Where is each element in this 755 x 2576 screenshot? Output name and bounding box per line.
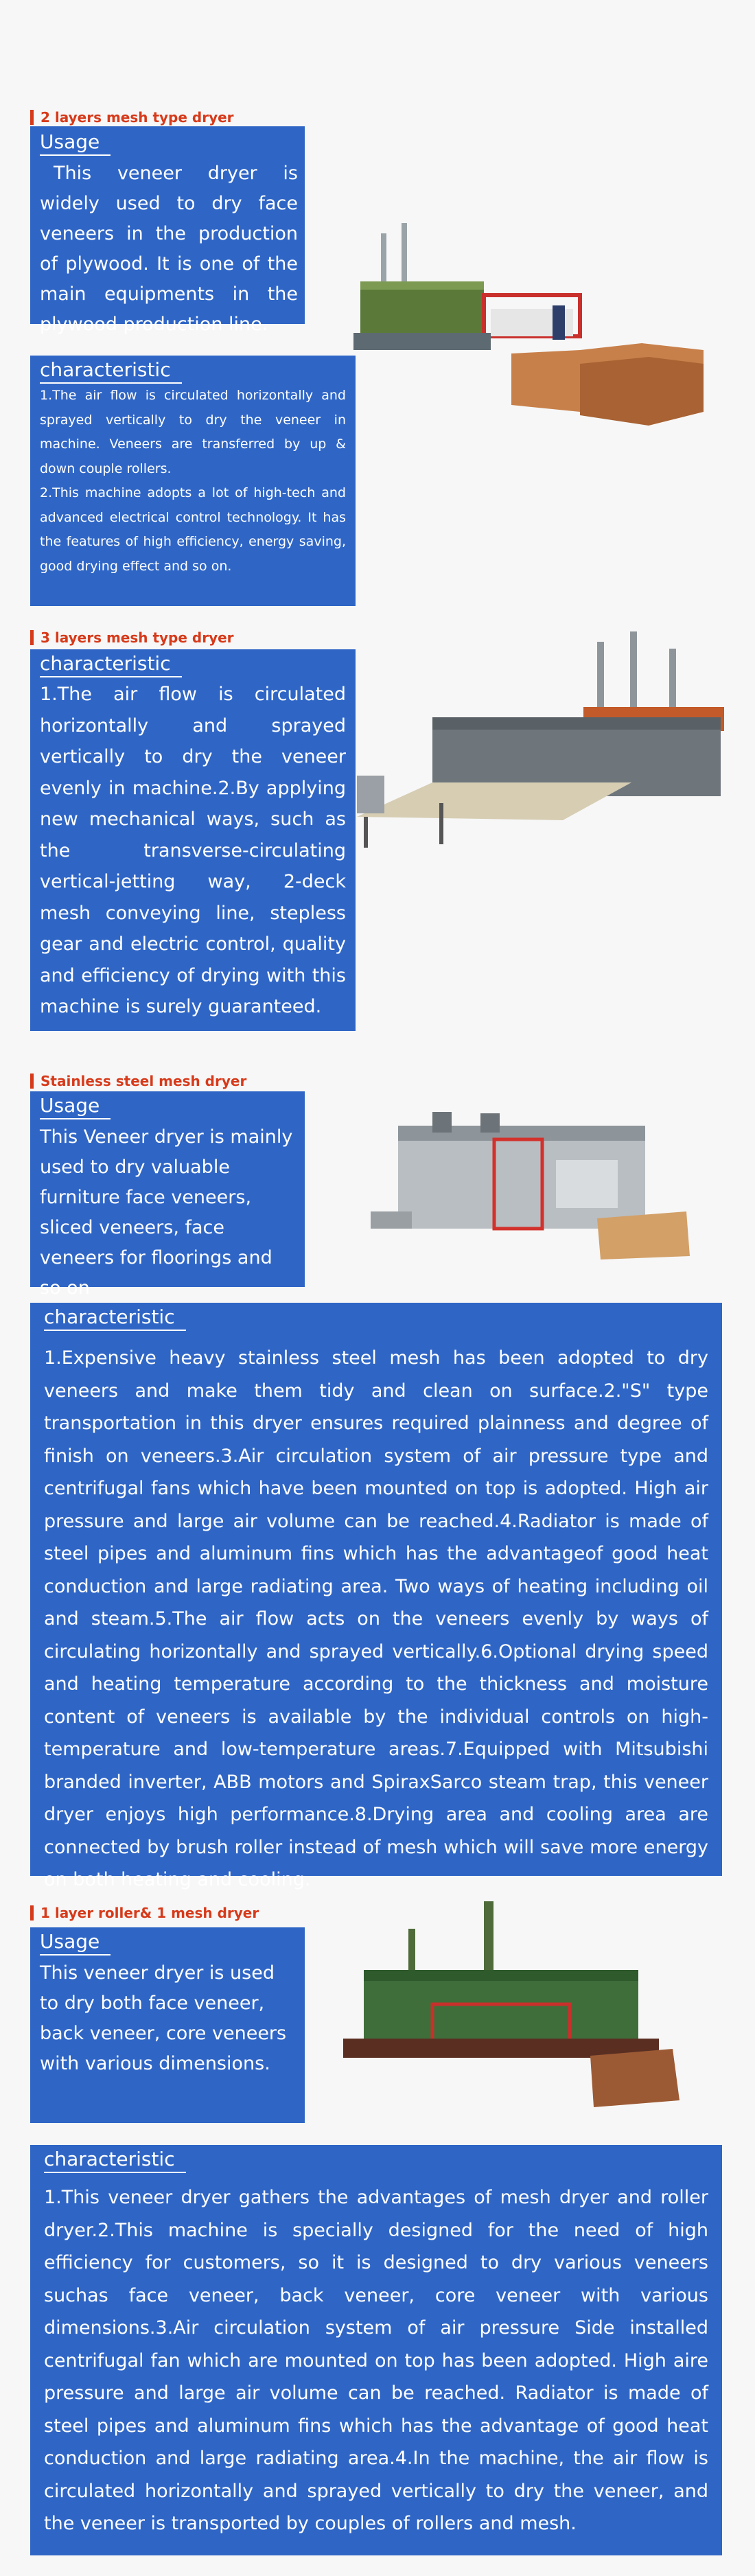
- dryer-machine-photo: [343, 1901, 686, 2114]
- characteristic-text: 1.The air flow is circulated horizontally and sprayed vertically to dry the veneer in machine. Veneers are transferred by up & down couple rollers. 2.This machine adopts a lot of high-tech and advanced electrical control technology. It has the features of high efficiency, energy saving, good drying effect and so on.: [40, 388, 346, 574]
- characteristic-heading: characteristic: [40, 358, 171, 381]
- characteristic-box-stainless: [30, 1303, 722, 1890]
- characteristic-box-3-layers: [30, 649, 356, 1031]
- dryer-machine-photo: [371, 1098, 693, 1263]
- usage-heading: Usage: [40, 1094, 100, 1117]
- usage-text: This veneer dryer is used to dry both face veneer, back veneer, core veneers with various dimensions.: [40, 1962, 287, 2074]
- section-title-roller-mesh: 1 layer roller& 1 mesh dryer: [30, 1905, 259, 1921]
- dryer-machine-photo: [353, 206, 717, 436]
- usage-box-stainless: [30, 1091, 305, 1299]
- usage-text: This Veneer dryer is mainly used to dry valuable furniture face veneers, sliced veneers, face veneers for floorings and so on: [40, 1126, 293, 1299]
- usage-box-roller-mesh: [30, 1927, 305, 2123]
- characteristic-box-roller-mesh: [30, 2145, 722, 2555]
- usage-heading: Usage: [40, 130, 100, 153]
- usage-text: This veneer dryer is widely used to dry face veneers in the production of plywood. It is one of the main equipments in the plywood production line.: [40, 163, 298, 335]
- characteristic-text: 1.The air flow is circulated horizontally and sprayed vertically to dry the veneer evenly in machine.2.By applying new mechanical ways, such as the transverse-circulating vertical-jetting way, 2-deck mesh conveying line, stepless gear and electric control, quality and efficiency of drying with this machine is surely guaranteed.: [40, 684, 346, 1017]
- characteristic-heading: characteristic: [40, 652, 171, 675]
- characteristic-heading: characteristic: [44, 1306, 175, 1328]
- characteristic-text: 1.This veneer dryer gathers the advantages of mesh dryer and roller dryer.2.This machine is specially designed for the need of high efficiency for customers, so it is designed to dry various veneers suchas face veneer, back veneer, core veneer with various dimensions.3.Air circulation system of air pressure Side installed centrifugal fan which are mounted on top has been adopted. High aire pressure and large air volume can be reached. Radiator is made of steel pipes and aluminum fins which has the advantage of good heat conduction and large radiating area.4.In the machine, the air flow is circulated horizontally and sprayed vertically to dry the veneer, and the veneer is transported by couples of rollers and mesh.: [44, 2187, 708, 2534]
- section-title-3-layers: 3 layers mesh type dryer: [30, 630, 234, 645]
- characteristic-heading: characteristic: [44, 2148, 175, 2170]
- section-title-stainless: Stainless steel mesh dryer: [30, 1074, 246, 1089]
- usage-heading: Usage: [40, 1930, 100, 1953]
- characteristic-text: 1.Expensive heavy stainless steel mesh has been adopted to dry veneers and make them tidy and clean on surface.2."S" type transportation in this dryer ensures required plainness and degree of finish on veneers.3.Air circulation system of air pressure type and centrifugal fans which have been mounted on top is adopted. High air pressure and large air volume can be reached.4.Radiator is made of steel pipes and aluminum fins which has the advantageof good heat conduction and large radiating area. Two ways of heating including oil and steam.5.The air flow acts on the veneers evenly by ways of circulating horizontally and sprayed vertically.6.Optional drying speed and heating temperature according to the thickness and moisture content of veneers is available by the individual controls on high-temperature and low-temperature areas.7.Equipped with Mitsubishi branded inverter, ABB motors and SpiraxSarco steam trap, this veneer dryer enjoys high performance.8.Drying area and cooling area are connected by brush roller instead of mesh which will save more energy on both heating and cooling.: [44, 1347, 708, 1890]
- characteristic-box-2-layers: [30, 356, 356, 606]
- section-title-2-layers: 2 layers mesh type dryer: [30, 110, 234, 125]
- usage-box-2-layers: [30, 126, 305, 335]
- dryer-machine-photo: [357, 631, 728, 885]
